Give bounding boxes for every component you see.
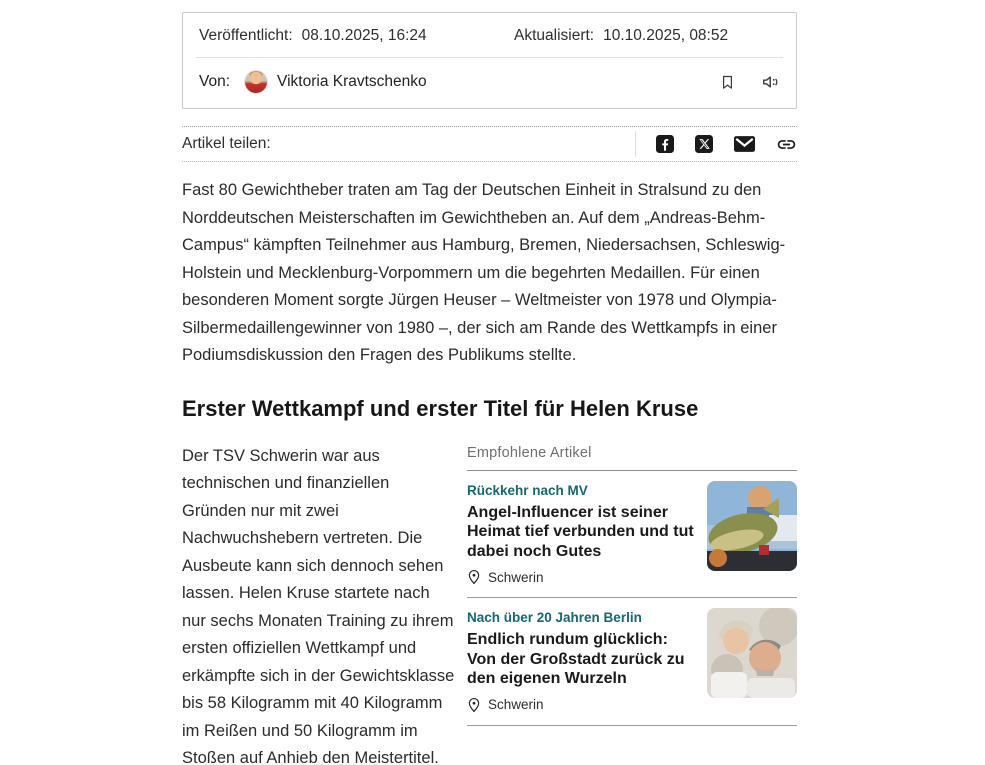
location-pin-icon (467, 569, 481, 585)
share-copy-link-button[interactable] (776, 134, 797, 155)
recommended-article-1-text (467, 481, 694, 586)
facebook-icon (656, 135, 674, 153)
updated-group (514, 27, 728, 45)
publish-dates-row (183, 13, 796, 57)
byline-label: Von: (199, 73, 231, 90)
recommended-articles-box (467, 445, 797, 726)
share-actions (635, 131, 797, 157)
byline-row (183, 58, 796, 108)
published-label: Veröffentlicht: (199, 27, 293, 44)
recommended-article-2-thumbnail[interactable] (707, 608, 797, 698)
updated-value: 10.10.2025, 08:52 (603, 27, 729, 44)
share-email-button[interactable] (734, 136, 755, 152)
read-aloud-speaker-icon (760, 72, 780, 92)
published-group (199, 27, 514, 45)
published-value: 08.10.2025, 16:24 (301, 27, 427, 44)
recommended-article-1-location (467, 569, 694, 585)
share-facebook-button[interactable] (656, 135, 674, 153)
bookmark-icon (719, 72, 736, 93)
recommended-article-2[interactable] (467, 598, 797, 726)
article-content-column (182, 12, 797, 765)
bookmark-button[interactable] (719, 72, 736, 93)
recommended-article-1-thumbnail[interactable] (707, 481, 797, 571)
updated-label: Aktualisiert: (514, 27, 595, 44)
recommended-article-2-kicker: Nach über 20 Jahren Berlin (467, 610, 642, 625)
author-name-link[interactable]: Viktoria Kravtschenko (277, 73, 427, 90)
share-x-button[interactable] (695, 135, 713, 153)
section-heading: Erster Wettkampf und erster Titel für Helen Kruse (182, 395, 699, 421)
recommended-article-2-location-label: Schwerin (488, 697, 544, 712)
share-row (182, 126, 797, 162)
article-body-section (182, 443, 797, 765)
recommended-article-2-text (467, 608, 694, 713)
author-avatar[interactable] (244, 70, 268, 94)
recommended-article-1[interactable] (467, 471, 797, 599)
article-meta-box (182, 12, 797, 109)
email-icon (734, 136, 755, 152)
share-label: Artikel teilen: (182, 135, 271, 152)
article-actions (719, 72, 780, 93)
recommended-article-1-location-label: Schwerin (488, 569, 544, 585)
x-twitter-icon (695, 135, 713, 153)
man-holding-perch-fish-photo (707, 481, 797, 571)
recommended-article-2-location (467, 697, 694, 713)
article-intro-paragraph: Fast 80 Gewichtheber traten am Tag der Deutschen Einheit in Stralsund zu den Norddeutschen Meisterschaften im Gewichtheben an. Auf dem „Andreas-Behm-Campus“ kämpften Teilnehmer aus Hamburg, Bremen, Niedersachsen, Schleswig-Holstein und Mecklenburg-Vorpommern um die begehrten Medaillen. Für einen besonderen Moment sorgte Jürgen Heuser – Weltmeister von 1978 und Olympia-Silbermedaillengewinner von 1980 –, der sich am Rande des Wettkampfs in einer Podiumsdiskussion den Fragen des Publikums stellte. (182, 181, 786, 364)
read-aloud-button[interactable] (760, 72, 780, 92)
couple-selfie-photo (707, 608, 797, 698)
location-pin-icon (467, 697, 481, 713)
recommended-article-1-title[interactable]: Angel-Influencer ist seiner Heimat tief verbunden und tut dabei noch Gutes (467, 503, 694, 560)
recommended-article-2-title[interactable]: Endlich rundum glücklich: Von der Großstadt zurück zu den eigenen Wurzeln (467, 631, 685, 687)
copy-link-icon (776, 134, 797, 155)
recommended-article-1-kicker: Rückkehr nach MV (467, 482, 588, 498)
article-body-paragraph: Der TSV Schwerin war aus technischen und finanziellen Gründen nur mit zwei Nachwuchshebern vertreten. Die Ausbeute kann sich dennoch sehen lassen. Helen Kruse startete nach nur sechs Monaten Training zu ihrem ersten offiziellen Wettkampf und erkämpfte sich in der Gewichtsklasse bis 58 Kilogramm mit 40 Kilogramm im Reißen und 50 Kilogramm im Stoßen auf Anhieb den Meistertitel. (182, 446, 455, 765)
recommended-header: Empfohlene Artikel (467, 445, 797, 471)
